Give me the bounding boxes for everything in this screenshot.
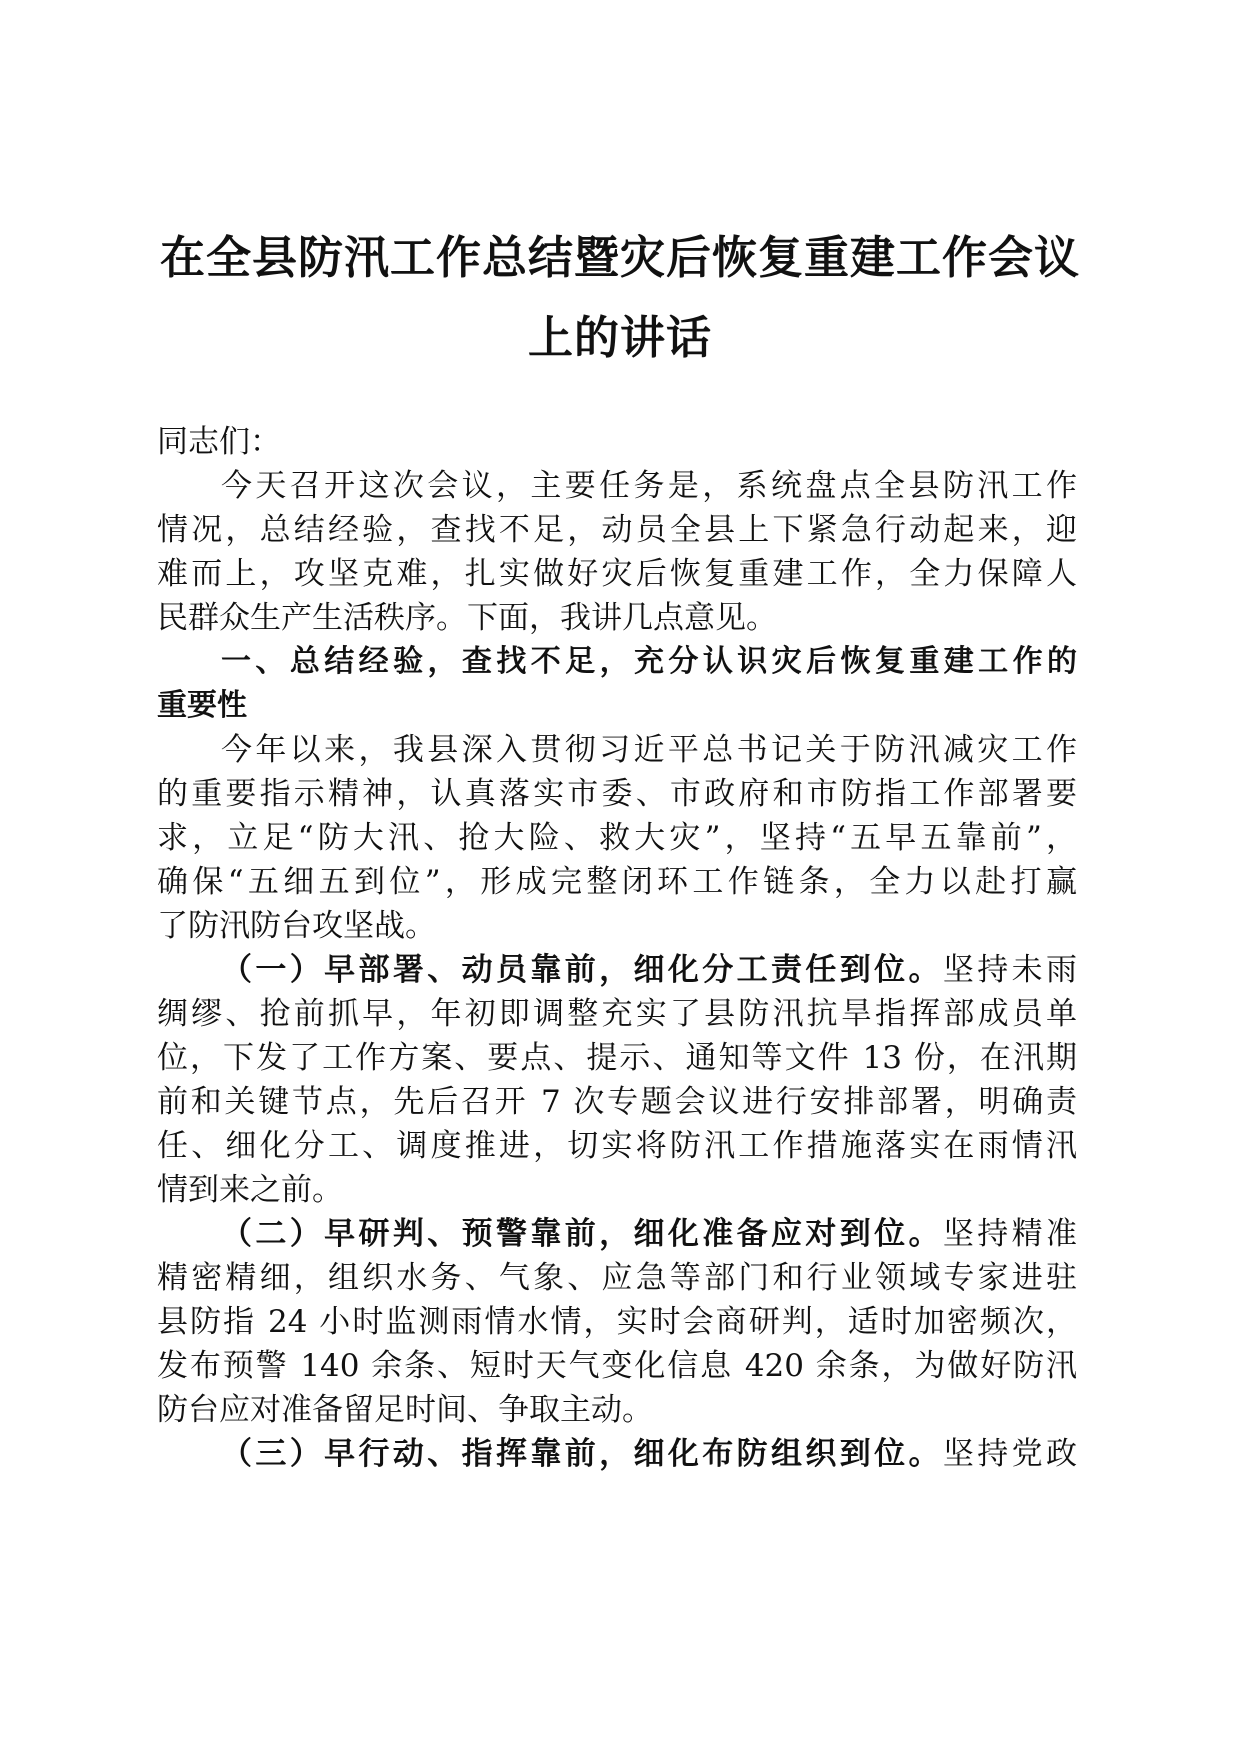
subsection-1-first-line-rest: 坚持未雨 [942, 952, 1077, 988]
subsection-2-first-line [221, 1209, 1077, 1259]
subsection-2-line: 发布预警 140 余条、短时天气变化信息 420 余条，为做好防汛 [157, 1348, 1077, 1384]
subsection-1-line: 情到来之前。 [157, 1172, 343, 1208]
section-1-line: 的重要指示精神，认真落实市委、市政府和市防指工作部署要 [157, 776, 1077, 812]
section-1-heading-line: 重要性 [157, 688, 247, 723]
section-1-heading-line: 一、总结经验，查找不足，充分认识灾后恢复重建工作的 [221, 644, 1077, 679]
subsection-1-line: 前和关键节点，先后召开 7 次专题会议进行安排部署，明确责 [157, 1084, 1077, 1120]
subsection-1-line: 位，下发了工作方案、要点、提示、通知等文件 13 份，在汛期 [157, 1040, 1077, 1076]
intro-line: 情况，总结经验，查找不足，动员全县上下紧急行动起来，迎 [157, 512, 1077, 548]
subsection-3-first-line-rest: 坚持党政 [942, 1436, 1077, 1472]
subsection-1-line: 绸缪、抢前抓早，年初即调整充实了县防汛抗旱指挥部成员单 [157, 996, 1077, 1032]
intro-line: 今天召开这次会议，主要任务是，系统盘点全县防汛工作 [221, 468, 1077, 504]
subsection-1-line: 任、细化分工、调度推进，切实将防汛工作措施落实在雨情汛 [157, 1128, 1077, 1164]
section-1-line: 了防汛防台攻坚战。 [157, 908, 436, 944]
subsection-1-heading: （一）早部署、动员靠前，细化分工责任到位。 [221, 952, 943, 988]
section-1-line: 求，立足“防大汛、抢大险、救大灾”，坚持“五早五靠前”， [157, 820, 1077, 856]
subsection-2-line: 精密精细，组织水务、气象、应急等部门和行业领域专家进驻 [157, 1260, 1077, 1296]
section-1-line: 今年以来，我县深入贯彻习近平总书记关于防汛减灾工作 [221, 732, 1077, 768]
subsection-2-line: 县防指 24 小时监测雨情水情，实时会商研判，适时加密频次， [157, 1304, 1077, 1340]
greeting: 同志们： [157, 424, 281, 460]
subsection-2-line: 防台应对准备留足时间、争取主动。 [157, 1392, 653, 1428]
subsection-1-first-line [221, 945, 1077, 995]
document-title-line-2: 上的讲话 [527, 311, 712, 364]
subsection-3-first-line [221, 1429, 1077, 1479]
intro-line: 难而上，攻坚克难，扎实做好灾后恢复重建工作，全力保障人 [157, 556, 1077, 592]
subsection-2-first-line-rest: 坚持精准 [942, 1216, 1077, 1252]
subsection-3-heading: （三）早行动、指挥靠前，细化布防组织到位。 [221, 1436, 943, 1472]
document-title-line-1: 在全县防汛工作总结暨灾后恢复重建工作会议 [159, 231, 1080, 284]
intro-line: 民群众生产生活秩序。下面，我讲几点意见。 [157, 600, 777, 636]
subsection-2-heading: （二）早研判、预警靠前，细化准备应对到位。 [221, 1216, 943, 1252]
section-1-line: 确保“五细五到位”，形成完整闭环工作链条，全力以赴打赢 [157, 864, 1077, 900]
